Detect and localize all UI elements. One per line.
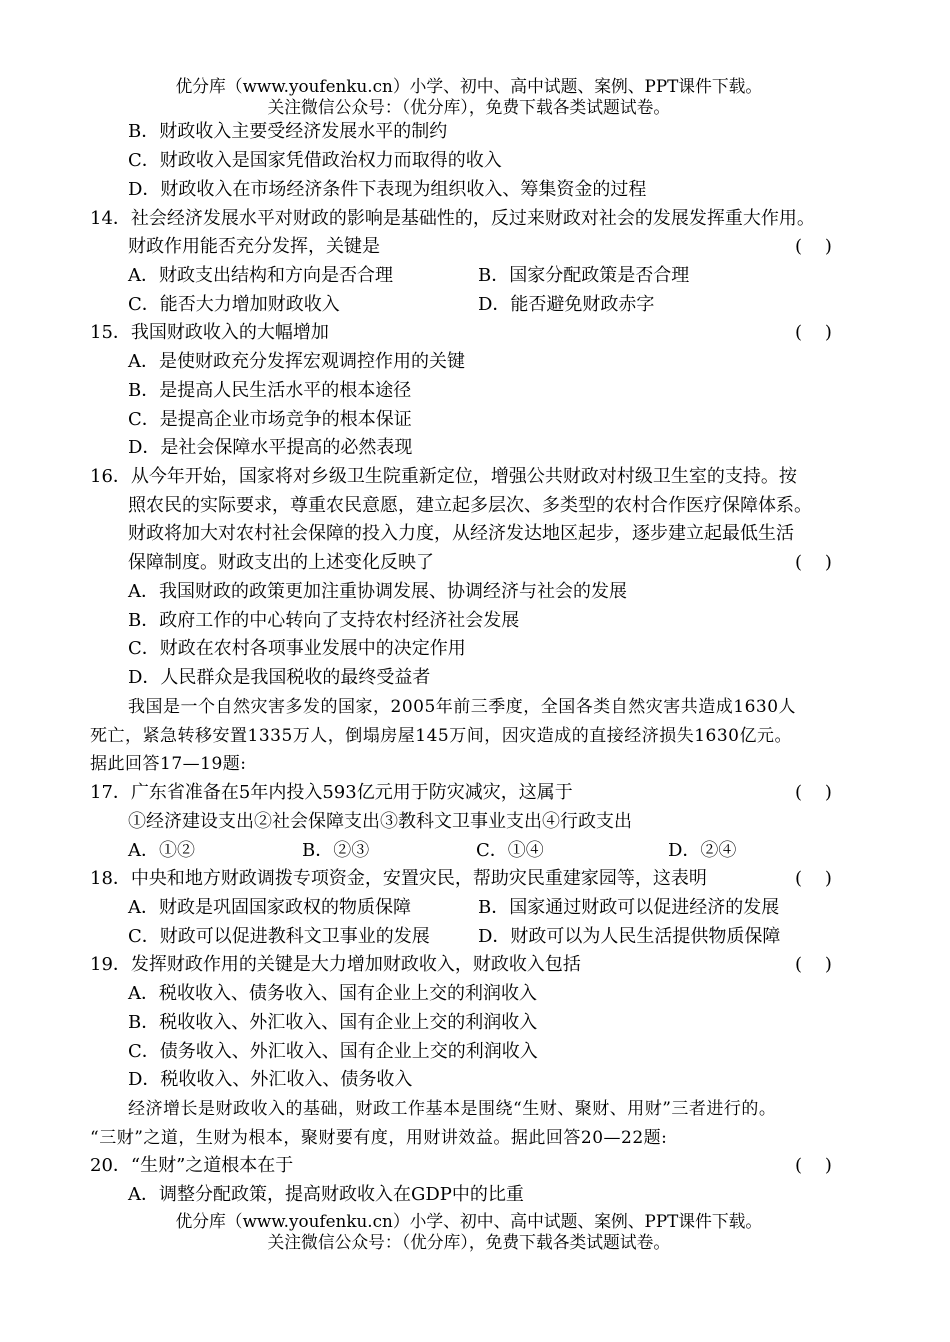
- q20-answer-bracket: ( ): [795, 1155, 832, 1176]
- passage-1-line-2: 死亡，紧急转移安置1335万人，倒塌房屋145万间，因灾造成的直接经济损失1630亿元。: [90, 726, 792, 746]
- passage-1-line-3: 据此回答17—19题:: [90, 754, 247, 774]
- q16-option-b: B．政府工作的中心转向了支持农村经济社会发展: [128, 610, 520, 631]
- q14-option-d: D．能否避免财政赤字: [478, 294, 655, 315]
- q16-option-d: D．人民群众是我国税收的最终受益者: [128, 667, 431, 688]
- q16-option-a: A．我国财政的政策更加注重协调发展、协调经济与社会的发展: [128, 581, 627, 602]
- q15-option-b: B．是提高人民生活水平的根本途径: [128, 380, 412, 401]
- q13-option-c: C．财政收入是国家凭借政治权力而取得的收入: [128, 150, 502, 171]
- page-header-line-2: 关注微信公众号：（优分库），免费下载各类试题试卷。: [267, 98, 671, 118]
- q17-option-d: D．②④: [668, 840, 737, 861]
- q14-option-b: B．国家分配政策是否合理: [478, 265, 690, 286]
- q14-answer-bracket: ( ): [795, 236, 832, 257]
- q18-stem: 18．中央和地方财政调拨专项资金，安置灾民，帮助灾民重建家园等，这表明: [90, 868, 707, 889]
- q15-option-a: A．是使财政充分发挥宏观调控作用的关键: [128, 351, 465, 372]
- passage-1-line-1: 我国是一个自然灾害多发的国家，2005年前三季度，全国各类自然灾害共造成1630人: [128, 697, 797, 717]
- q19-option-c: C．债务收入、外汇收入、国有企业上交的利润收入: [128, 1041, 538, 1062]
- q17-items: ①经济建设支出②社会保障支出③教科文卫事业支出④行政支出: [128, 811, 632, 832]
- q18-option-c: C．财政可以促进教科文卫事业的发展: [128, 926, 430, 947]
- q18-option-a: A．财政是巩固国家政权的物质保障: [128, 897, 411, 918]
- q15-answer-bracket: ( ): [795, 322, 832, 343]
- q13-option-b: B．财政收入主要受经济发展水平的制约: [128, 121, 448, 142]
- q16-option-c: C．财政在农村各项事业发展中的决定作用: [128, 638, 466, 659]
- q13-option-d: D．财政收入在市场经济条件下表现为组织收入、筹集资金的过程: [128, 179, 647, 200]
- q15-option-c: C．是提高企业市场竞争的根本保证: [128, 409, 412, 430]
- q17-answer-bracket: ( ): [795, 782, 832, 803]
- q18-option-b: B．国家通过财政可以促进经济的发展: [478, 897, 780, 918]
- q15-option-d: D．是社会保障水平提高的必然表现: [128, 437, 413, 458]
- q19-stem: 19．发挥财政作用的关键是大力增加财政收入，财政收入包括: [90, 954, 581, 975]
- q20-stem: 20．“生财”之道根本在于: [90, 1155, 294, 1176]
- q14-option-c: C．能否大力增加财政收入: [128, 294, 340, 315]
- q16-answer-bracket: ( ): [795, 552, 832, 573]
- page-footer-line-2: 关注微信公众号：（优分库），免费下载各类试题试卷。: [267, 1233, 671, 1253]
- passage-2-line-1: 经济增长是财政收入的基础，财政工作基本是围绕“生财、聚财、用财”三者进行的。: [128, 1099, 777, 1119]
- q16-stem-line-4: 保障制度。财政支出的上述变化反映了: [128, 552, 434, 573]
- q19-option-a: A．税收收入、债务收入、国有企业上交的利润收入: [128, 983, 537, 1004]
- page-footer-line-1: 优分库（www.youfenku.cn）小学、初中、高中试题、案例、PPT课件下载。: [175, 1212, 763, 1232]
- q18-answer-bracket: ( ): [795, 868, 832, 889]
- q18-option-d: D．财政可以为人民生活提供物质保障: [478, 926, 781, 947]
- q14-stem-line-2: 财政作用能否充分发挥，关键是: [128, 236, 380, 257]
- q19-option-d: D．税收收入、外汇收入、债务收入: [128, 1069, 413, 1090]
- q14-option-a: A．财政支出结构和方向是否合理: [128, 265, 393, 286]
- q19-answer-bracket: ( ): [795, 954, 832, 975]
- q16-stem-line-1: 16．从今年开始，国家将对乡级卫生院重新定位，增强公共财政对村级卫生室的支持。按: [90, 466, 797, 487]
- page-header-line-1: 优分库（www.youfenku.cn）小学、初中、高中试题、案例、PPT课件下载。: [175, 77, 763, 97]
- q15-stem: 15．我国财政收入的大幅增加: [90, 322, 329, 343]
- q16-stem-line-3: 财政将加大对农村社会保障的投入力度，从经济发达地区起步，逐步建立起最低生活: [128, 523, 794, 544]
- passage-2-line-2: “三财”之道，生财为根本，聚财要有度，用财讲效益。据此回答20—22题:: [90, 1128, 668, 1148]
- q14-stem-line-1: 14．社会经济发展水平对财政的影响是基础性的，反过来财政对社会的发展发挥重大作用。: [90, 208, 815, 229]
- q17-option-a: A．①②: [128, 840, 195, 861]
- q16-stem-line-2: 照农民的实际要求，尊重农民意愿，建立起多层次、多类型的农村合作医疗保障体系。: [128, 495, 812, 516]
- q19-option-b: B．税收收入、外汇收入、国有企业上交的利润收入: [128, 1012, 538, 1033]
- q17-option-c: C．①④: [476, 840, 544, 861]
- q17-stem: 17．广东省准备在5年内投入593亿元用于防灾减灾，这属于: [90, 782, 573, 803]
- q17-option-b: B．②③: [302, 840, 370, 861]
- q20-option-a: A．调整分配政策，提高财政收入在GDP中的比重: [128, 1184, 524, 1205]
